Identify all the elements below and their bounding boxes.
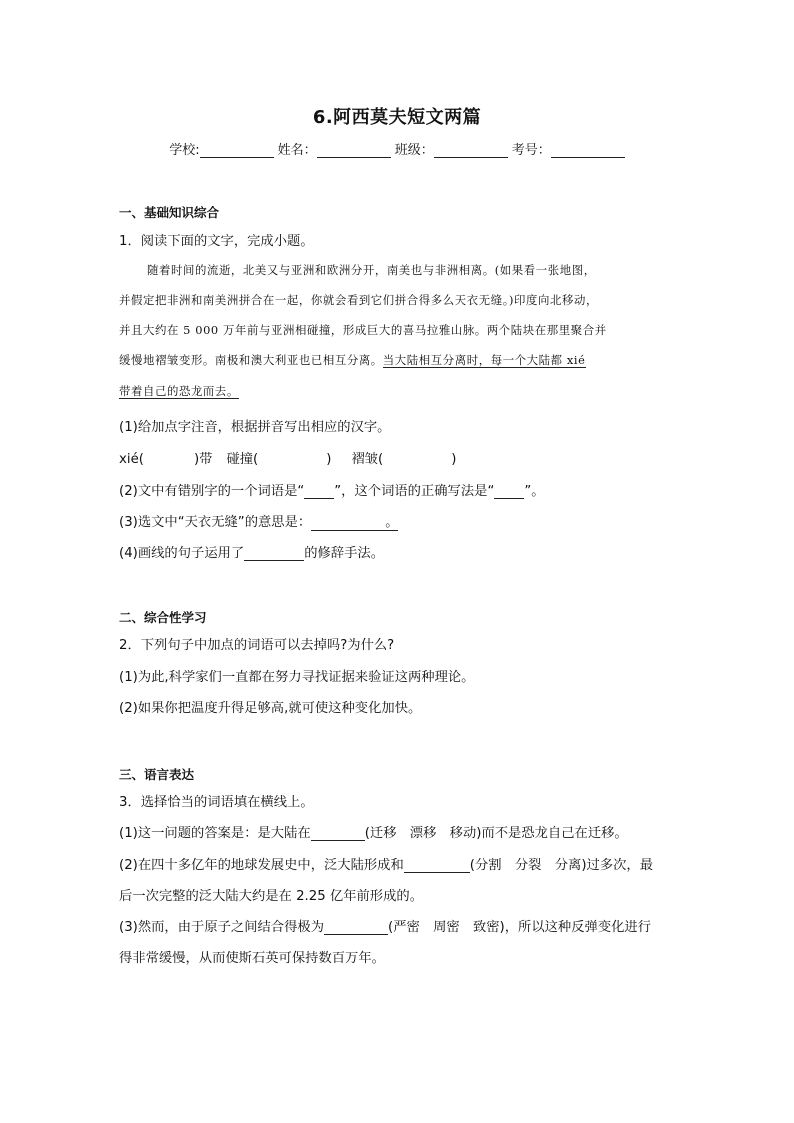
section3-heading: 三、语言表达: [119, 767, 195, 782]
school-label: 学校:: [169, 143, 200, 158]
passage-line-2: 并假定把非洲和南美洲拼合在一起，你就会看到它们拼合得多么天衣无缝。)印度向北移动，: [119, 293, 598, 307]
section1-heading: 一、基础知识综合: [119, 205, 220, 220]
question3-sentence-3-cont: 得非常缓慢，从而使斯石英可保持数百万年。: [119, 951, 385, 966]
number-label: 考号：: [511, 143, 551, 158]
q3-s2-blank[interactable]: [404, 860, 470, 873]
passage-line-4: [119, 352, 586, 368]
meaning-blank[interactable]: [311, 518, 385, 531]
correct-word-blank[interactable]: [494, 486, 524, 499]
subquestion-4: [119, 542, 384, 561]
page-title: 6.阿西莫夫短文两篇: [312, 107, 482, 128]
class-blank[interactable]: [434, 145, 508, 158]
question3-sentence-2-cont: 后一次完整的泛大陆大约是在 2.25 亿年前形成的。: [119, 889, 423, 904]
subquestion-3: [119, 511, 398, 531]
q3-s2-text-a: (2)在四十多亿年的地球发展史中，泛大陆形成和: [119, 858, 404, 873]
q3-s3-text-b: (严密 周密 致密)，所以这种反弹变化进行: [388, 920, 652, 935]
passage-line-3: 并且大约在 5 000 万年前与亚洲相碰撞，形成巨大的喜马拉雅山脉。两个陆块在那里聚合并: [119, 323, 607, 337]
item-pengzhuang-open: 碰撞(: [226, 452, 259, 467]
question1-prompt: 1．阅读下面的文字，完成小题。: [119, 234, 314, 249]
subquestion-4-text-a: (4)画线的句子运用了: [119, 546, 245, 561]
item-zhezhou-close: ): [451, 452, 457, 467]
underlined-sentence-part-2: 带着自己的恐龙而去。: [119, 384, 239, 398]
section2-heading: 二、综合性学习: [119, 610, 207, 625]
subquestion-1: (1)给加点字注音，根据拼音写出相应的汉字。: [119, 420, 391, 435]
passage-line-4-text: 缓慢地褶皱变形。南极和澳大利亚也已相互分离。: [119, 353, 383, 367]
subquestion-4-text-b: 的修辞手法。: [304, 546, 384, 561]
number-blank[interactable]: [551, 145, 625, 158]
subquestion-2-text-a: (2)文中有错别字的一个词语是“: [119, 484, 305, 499]
q3-s2-text-b: (分割 分裂 分离)过多次，最: [469, 858, 654, 873]
subquestion-3-period: 。: [385, 515, 399, 530]
question2-sentence-1: (1)为此,科学家们一直都在努力寻找证据来验证这两种理论。: [119, 670, 475, 685]
q3-s1-text-b: (迁移 漂移 移动)而不是恐龙自己在迁移。: [364, 826, 628, 841]
passage-line-5: [119, 383, 239, 399]
item-xie-close: )带: [193, 452, 213, 467]
subquestion-2: [119, 480, 545, 499]
question2-prompt: 2．下列句子中加点的词语可以去掉吗?为什么?: [119, 638, 395, 653]
item-zhezhou-open: 褶皱(: [351, 452, 384, 467]
question3-sentence-2: [119, 854, 653, 873]
student-info-line: [0, 139, 794, 158]
underlined-sentence-part-1: 当大陆相互分离时，每一个大陆都 xié: [382, 353, 586, 367]
subquestion-2-text-c: ”。: [524, 484, 545, 499]
rhetoric-blank[interactable]: [244, 548, 304, 561]
subquestion-1-items: [119, 448, 456, 467]
question3-sentence-1: [119, 822, 628, 841]
subquestion-2-text-b: ”，这个词语的正确写法是“: [334, 484, 495, 499]
class-label: 班级：: [394, 143, 434, 158]
q3-s3-blank[interactable]: [324, 922, 388, 935]
wrong-word-blank[interactable]: [304, 486, 334, 499]
passage-line-1: 随着时间的流逝，北美又与亚洲和欧洲分开，南美也与非洲相离。(如果看一张地图，: [147, 263, 596, 277]
question3-prompt: 3．选择恰当的词语填在横线上。: [119, 795, 314, 810]
question2-sentence-2: (2)如果你把温度升得足够高,就可使这种变化加快。: [119, 701, 422, 716]
name-blank[interactable]: [317, 145, 391, 158]
school-blank[interactable]: [200, 145, 274, 158]
subquestion-3-text: (3)选文中“天衣无缝”的意思是：: [119, 515, 312, 530]
q3-s3-text-a: (3)然而，由于原子之间结合得极为: [119, 920, 324, 935]
name-label: 姓名：: [277, 143, 317, 158]
q3-s1-blank[interactable]: [311, 828, 365, 841]
item-xie-open: xié(: [119, 452, 144, 467]
item-pengzhuang-close: ): [326, 452, 332, 467]
question3-sentence-3: [119, 916, 651, 935]
q3-s1-text-a: (1)这一问题的答案是：是大陆在: [119, 826, 311, 841]
